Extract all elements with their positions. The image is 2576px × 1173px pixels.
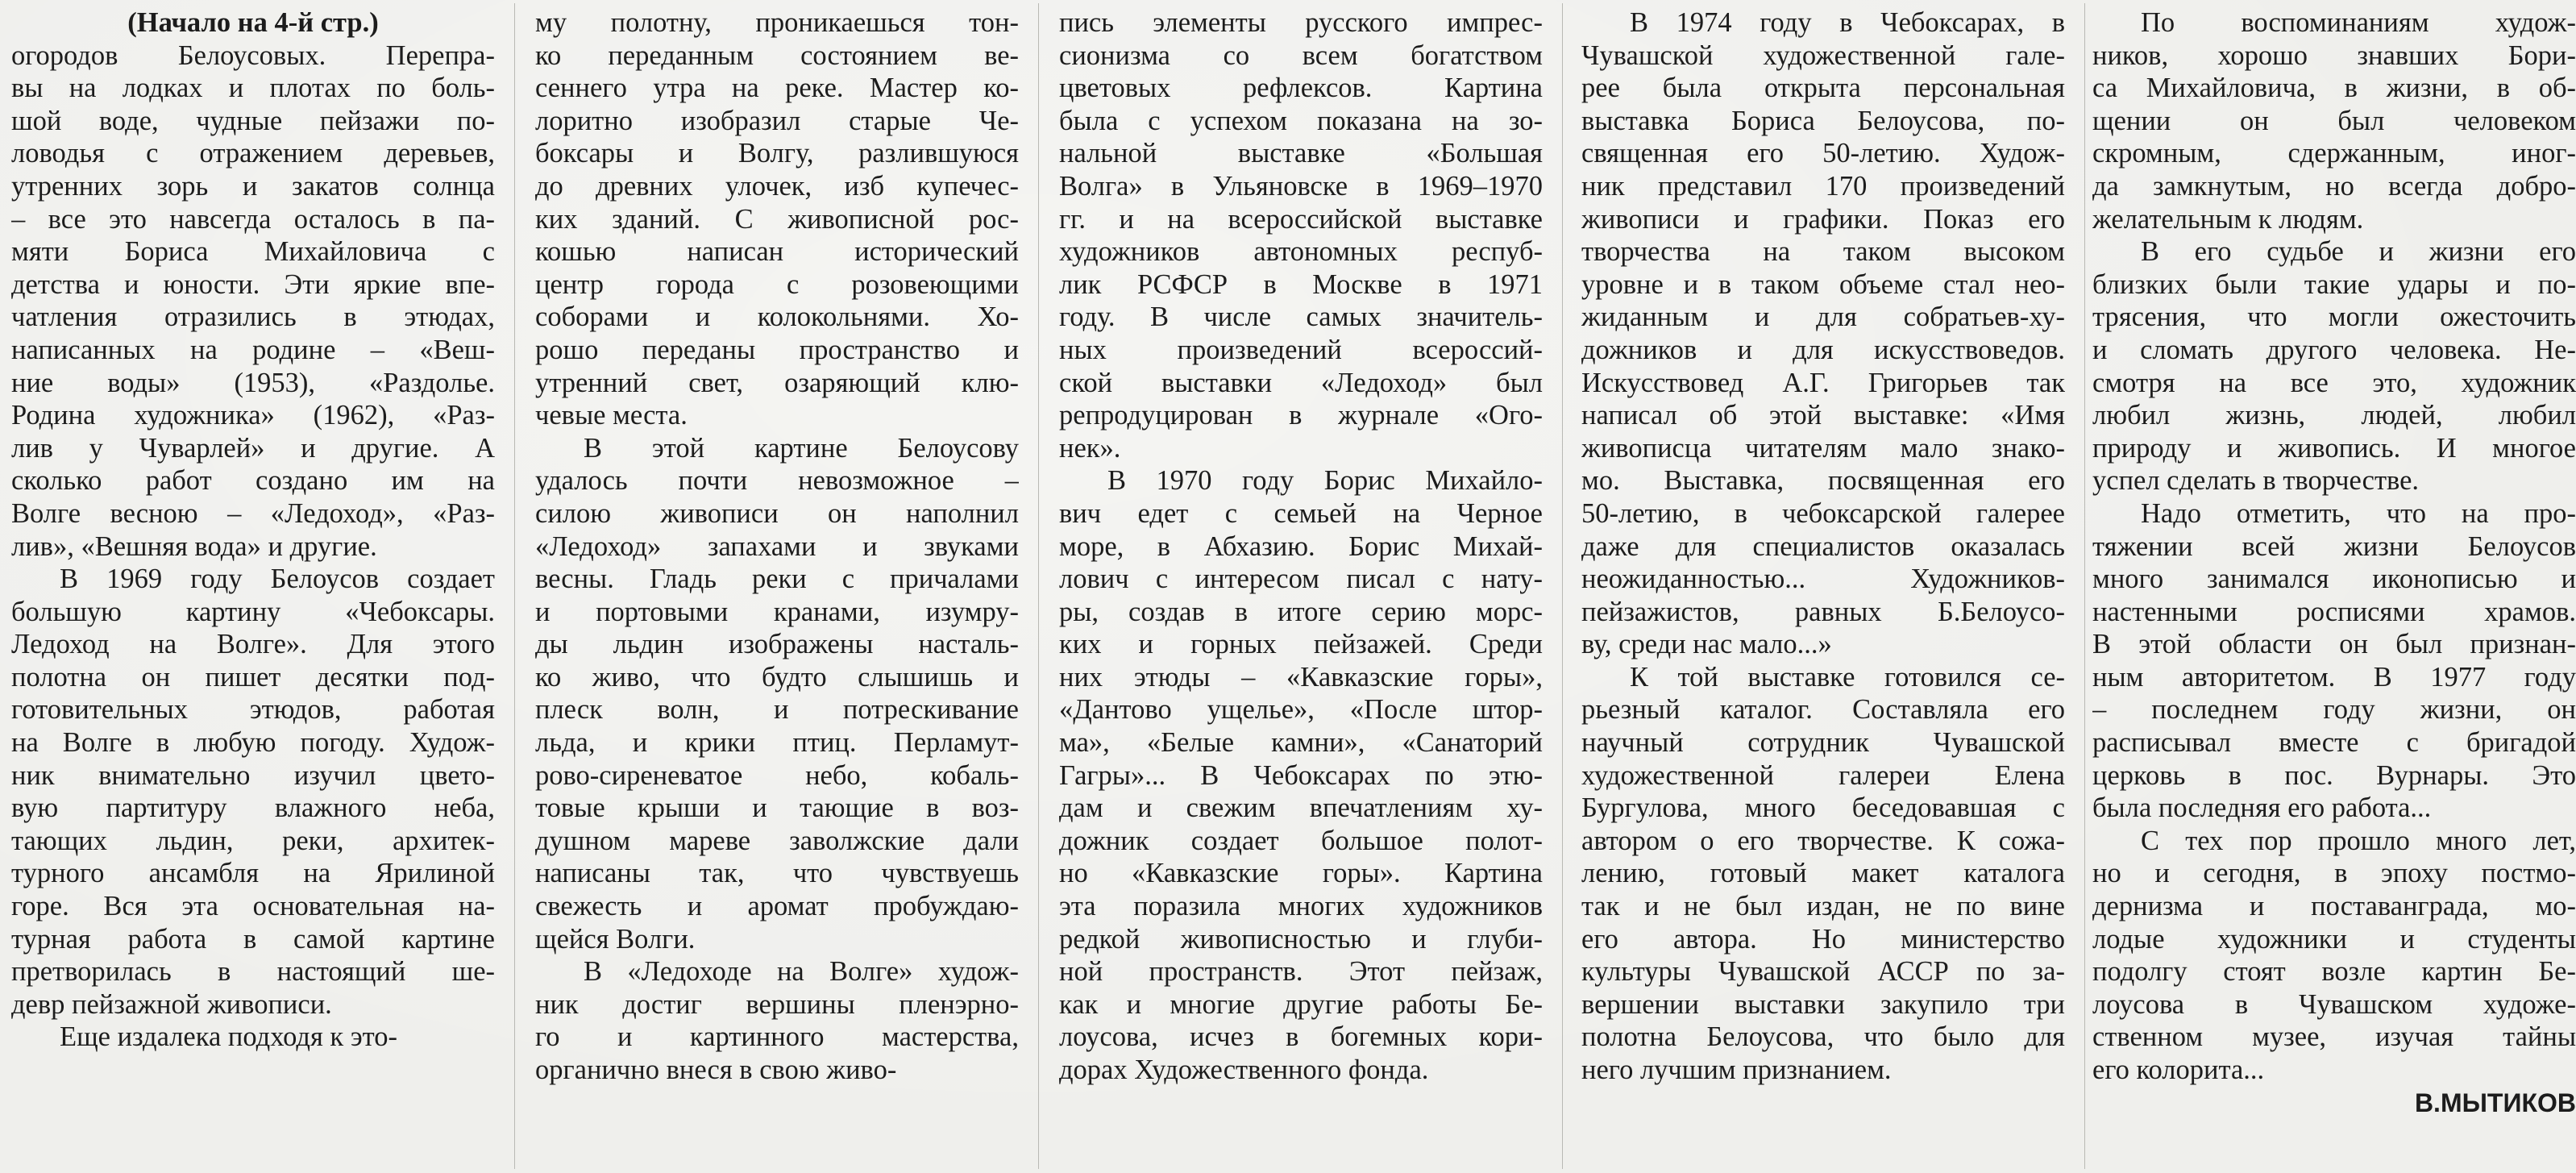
text-line: боксары и Волгу, разлившуюся [535,138,1019,169]
text-line: написанных на родине – «Веш- [11,334,495,365]
text-line: Гагры»... В Чебоксарах по этю- [1059,759,1543,791]
text-line: нек». [1059,432,1121,464]
text-line: кошью написан исторический [535,236,1019,268]
text-line: В 1969 году Белоусов создает [60,564,495,595]
text-line: ние воды» (1953), «Раздолье. [11,367,495,398]
text-line: В этой области он был признан- [2092,629,2576,660]
text-line: его автора. Но министерство [1581,923,2065,955]
text-line: щении он был человеком [2092,105,2576,136]
text-line: даже для специалистов оказалась [1581,530,2065,562]
text-line: тающих льдин, реки, архитек- [11,825,495,856]
text-line: репродуцирован в журнале «Ого- [1059,400,1543,431]
text-line: ник представил 170 произведений [1581,170,2065,202]
text-line: ников, хорошо знавших Бори- [2092,40,2576,71]
text-line: щейся Волги. [535,923,696,955]
column-divider [1038,3,1039,1169]
text-line: Надо отметить, что на про- [2141,497,2576,529]
text-line: эта поразила многих художников [1059,891,1543,922]
text-line: удалось почти невозможное – [535,465,1019,497]
text-line: чатления отразились в этюдах, [11,302,495,333]
text-line: художников автономных респуб- [1059,236,1543,268]
text-line: лодые художники и студенты [2092,923,2576,955]
text-line: была последняя его работа... [2092,792,2432,824]
column-5 [2092,6,2576,1167]
column-2 [535,6,1019,1167]
text-line: В «Ледоходе на Волге» худож- [584,956,1019,988]
text-line: пись элементы русского импрес- [1059,7,1543,38]
column-divider [514,3,515,1169]
text-line: товые крыши и тающие в воз- [535,792,1019,824]
text-line: цветовых рефлексов. Картина [1059,73,1543,104]
text-line: природу и живопись. И многое [2092,432,2576,464]
text-line: 50-летию, в чебоксарской галерее [1581,497,2065,529]
column-divider [1562,3,1563,1169]
text-line: ской выставки «Ледоход» был [1059,367,1543,398]
text-line: полотна он пишет десятки под- [11,661,495,693]
text-line: ких зданий. С живописной рос- [535,203,1019,235]
text-line: ды льдин изображены насталь- [535,629,1019,660]
text-line: лович с интересом писал с нату- [1059,564,1543,595]
text-line: но «Кавказские горы». Картина [1059,858,1543,889]
text-line: ко переданным состоянием ве- [535,40,1019,71]
text-line: утренних зорь и закатов солнца [11,170,495,202]
text-line: – последнем году жизни, он [2092,694,2576,726]
text-line: турная работа в самой картине [11,923,495,955]
text-line: му полотну, проникаешься тон- [535,7,1019,38]
text-line: ник внимательно изучил цвето- [11,759,495,791]
text-line: море, в Абхазию. Борис Михай- [1059,530,1543,562]
text-line: лив у Чуварлей» и другие. А [11,432,495,464]
text-line: культуры Чувашской АССР по за- [1581,956,2065,988]
text-line: В его судьбе и жизни его [2141,236,2576,268]
text-line: уровне и в таком объеме стал нео- [1581,268,2065,300]
text-line: К той выставке готовился се- [1630,661,2065,693]
text-line: лик РСФСР в Москве в 1971 [1059,268,1543,300]
text-line: В 1974 году в Чебоксарах, в [1630,7,2065,38]
text-line: ры, создав в итоге серию морс- [1059,596,1543,627]
text-line: сионизма со всем богатством [1059,40,1543,71]
text-line: и сломать другого человека. Не- [2092,334,2576,365]
text-line: живописца читателям мало знако- [1581,432,2065,464]
text-line: жиданным и для собратьев-ху- [1581,302,2065,333]
text-line: дернизма и поставанграда, мо- [2092,891,2576,922]
text-line: детства и юности. Эти яркие впе- [11,268,495,300]
text-line: «Ледоход» запахами и звуками [535,530,1019,562]
text-line: настенными росписями храмов. [2092,596,2576,627]
text-line: ко живо, что будто слышишь и [535,661,1019,693]
text-line: претворилась в настоящий ше- [11,956,495,988]
text-line: дожников и для искусствоведов. [1581,334,2065,365]
text-line: лоусова, исчез в богемных кори- [1059,1021,1543,1053]
text-line: церковь в пос. Вурнары. Это [2092,759,2576,791]
text-line: соборами и колокольнями. Хо- [535,302,1019,333]
text-line: ник достиг вершины пленэрно- [535,988,1019,1020]
text-line: научный сотрудник Чувашской [1581,727,2065,759]
text-line: С тех пор прошло много лет, [2141,825,2576,856]
column-4 [1581,6,2065,1167]
text-line: лоритно изобразил старые Че- [535,105,1019,136]
text-line: огородов Белоусовых. Перепра- [11,40,495,71]
text-line: трясения, что могли ожесточить [2092,302,2576,333]
text-line: ным авторитетом. В 1977 году [2092,661,2576,693]
text-line: Еще издалека подходя к это- [60,1021,397,1053]
text-line: душном мареве заволжские дали [535,825,1019,856]
text-line: подолгу стоят возле картин Бе- [2092,956,2576,988]
text-line: написал об этой выставке: «Имя [1581,400,2065,431]
text-line: готовительных этюдов, работая [11,694,495,726]
text-line: Чувашской художественной гале- [1581,40,2065,71]
text-line: мяти Бориса Михайловича с [11,236,495,268]
text-line: ловодья с отражением деревьев, [11,138,495,169]
text-line: В 1970 году Борис Михайло- [1107,465,1543,497]
text-line: успел сделать в творчестве. [2092,465,2420,497]
text-line: рее была открыта персональная [1581,73,2065,104]
continuation-note: (Начало на 4-й стр.) [127,7,379,38]
text-line: льда, и крики птиц. Перламут- [535,727,1019,759]
text-line: мо. Выставка, посвященная его [1581,465,2065,497]
text-line: и портовыми кранами, изумру- [535,596,1019,627]
text-line: плеск волн, и потрескивание [535,694,1019,726]
text-line: ной пространств. Этот пейзаж, [1059,956,1543,988]
text-line: органично внеся в свою живо- [535,1054,897,1085]
text-line: нальной выставке «Большая [1059,138,1543,169]
text-line: «Дантово ущелье», «После штор- [1059,694,1543,726]
text-line: рово-сиреневатое небо, кобаль- [535,759,1019,791]
text-line: весны. Гладь реки с причалами [535,564,1019,595]
text-line: го и картинного мастерства, [535,1021,1019,1053]
text-line: так и не был издан, не по вине [1581,891,2065,922]
text-line: ных произведений всероссий- [1059,334,1543,365]
text-line: лоусова в Чувашском художе- [2092,988,2576,1020]
text-line: много занимался иконописью и [2092,564,2576,595]
text-line: Родина художника» (1962), «Раз- [11,400,495,431]
text-line: – все это навсегда осталось в па- [11,203,495,235]
column-1 [11,6,495,1167]
text-line: лив», «Вешняя вода» и другие. [11,530,377,562]
text-line: редкой живописностью и глуби- [1059,923,1543,955]
text-line: Ледоход на Волге». Для этого [11,629,495,660]
text-line: вершении выставки закупило три [1581,988,2065,1020]
text-line: скромным, сдержанным, иног- [2092,138,2576,169]
text-line: ственном музее, изучая тайны [2092,1021,2576,1053]
text-line: По воспоминаниям худож- [2141,7,2576,38]
text-line: Бургулова, много беседовавшая с [1581,792,2065,824]
text-line: рьезный каталог. Составляла его [1581,694,2065,726]
text-line: вич едет с семьей на Черное [1059,497,1543,529]
text-line: свежесть и аромат пробуждаю- [535,891,1019,922]
text-line: художественной галереи Елена [1581,759,2065,791]
text-line: творчества на таком высоком [1581,236,2065,268]
text-line: са Михайловича, в жизни, в об- [2092,73,2576,104]
text-line: девр пейзажной живописи. [11,988,332,1020]
text-line: В этой картине Белоусову [584,432,1019,464]
text-line: утренний свет, озаряющий клю- [535,367,1019,398]
column-3 [1059,6,1543,1167]
text-line: смотря на все это, художник [2092,367,2576,398]
text-line: чевые места. [535,400,688,431]
text-line: них этюды – «Кавказские горы», [1059,661,1543,693]
text-line: вы на лодках и плотах по боль- [11,73,495,104]
text-line: лению, готовый макет каталога [1581,858,2065,889]
text-line: рошо переданы пространство и [535,334,1019,365]
text-line: живописи и графики. Показ его [1581,203,2065,235]
text-line: выставка Бориса Белоусова, по- [1581,105,2065,136]
text-line: расписывал вместе с бригадой [2092,727,2576,759]
text-line: на Волге в любую погоду. Худож- [11,727,495,759]
column-divider [2084,3,2085,1169]
text-line: ву, среди нас мало...» [1581,629,1832,660]
text-line: него лучшим признанием. [1581,1054,1892,1085]
text-line: сеннего утра на реке. Мастер ко- [535,73,1019,104]
text-line: дожник создает большое полот- [1059,825,1543,856]
text-line: Волге весною – «Ледоход», «Раз- [11,497,495,529]
text-line: вую партитуру влажного неба, [11,792,495,824]
text-line: тяжении всей жизни Белоусов [2092,530,2576,562]
text-line: его колорита... [2092,1054,2265,1085]
text-line: любил жизнь, людей, любил [2092,400,2576,431]
author-signature: В.МЫТИКОВ [2414,1088,2576,1117]
text-line: как и многие другие работы Бе- [1059,988,1543,1020]
text-line: полотна Белоусова, что было для [1581,1021,2065,1053]
text-line: Искусствовед А.Г. Григорьев так [1581,367,2065,398]
text-line: Волга» в Ульяновске в 1969–1970 [1059,170,1543,202]
text-line: горе. Вся эта основательная на- [11,891,495,922]
text-line: большую картину «Чебоксары. [11,596,495,627]
text-line: сколько работ создано им на [11,465,495,497]
text-line: желательным к людям. [2092,203,2364,235]
text-line: ма», «Белые камни», «Санаторий [1059,727,1543,759]
text-line: силою живописи он наполнил [535,497,1019,529]
text-line: неожиданностью... Художников- [1581,564,2065,595]
text-line: священная его 50-летию. Худож- [1581,138,2065,169]
text-line: гг. и на всероссийской выставке [1059,203,1543,235]
text-line: году. В числе самых значитель- [1059,302,1543,333]
text-line: автором о его творчестве. К сожа- [1581,825,2065,856]
text-line: но и сегодня, в эпоху постмо- [2092,858,2576,889]
text-line: ких и горных пейзажей. Среди [1059,629,1543,660]
text-line: турного ансамбля на Ярилиной [11,858,495,889]
text-line: близких были такие удары и по- [2092,268,2576,300]
text-line: пейзажистов, равных Б.Белоусо- [1581,596,2065,627]
text-line: дорах Художественного фонда. [1059,1054,1429,1085]
text-line: дам и свежим впечатлениям ху- [1059,792,1543,824]
text-line: центр города с розовеющими [535,268,1019,300]
text-line: да замкнутым, но всегда добро- [2092,170,2576,202]
text-line: шой воде, чудные пейзажи по- [11,105,495,136]
text-line: до древних улочек, изб купечес- [535,170,1019,202]
text-line: была с успехом показана на зо- [1059,105,1543,136]
text-line: написаны так, что чувствуешь [535,858,1019,889]
